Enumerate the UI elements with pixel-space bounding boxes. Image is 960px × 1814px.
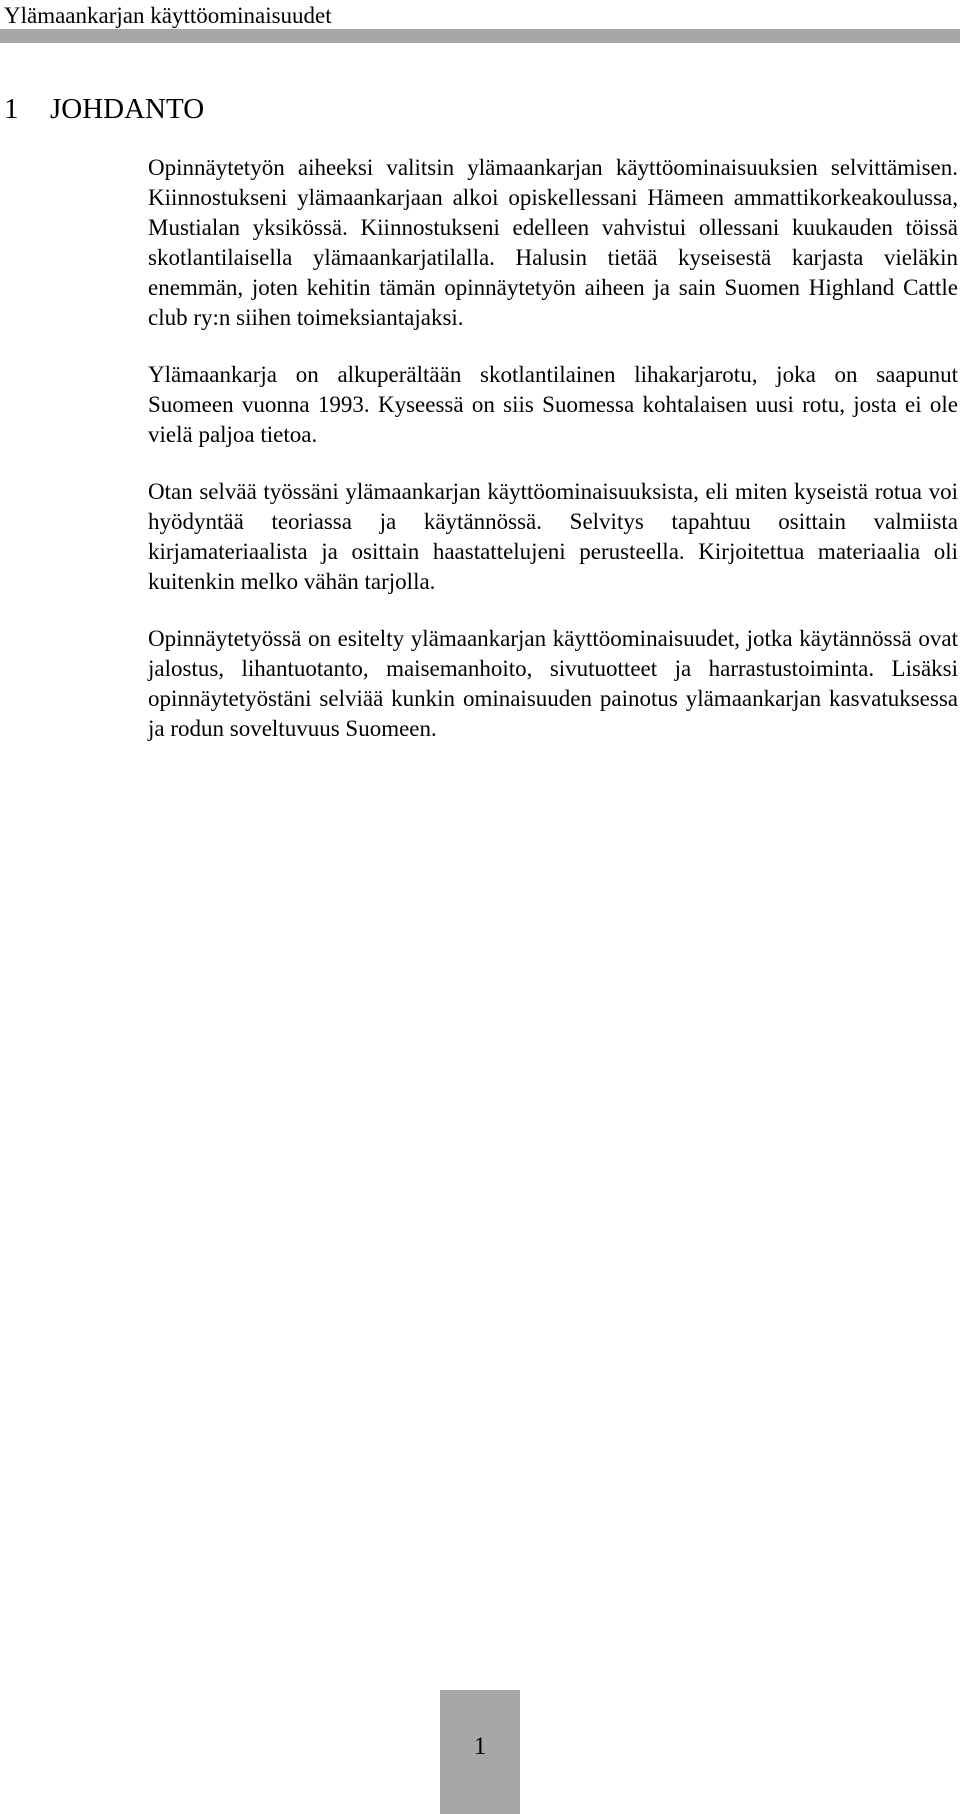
paragraph-3: Otan selvää työssäni ylämaankarjan käyttöominaisuuksista, eli miten kyseistä rotua voi hyödyntää teoriassa ja käytännössä. Selvitys tapahtuu osittain valmiista kirjamateriaalista ja osittain haastattelujeni perusteella. Kirjoitettua materiaalia oli kuitenkin melko vähän tarjolla. (148, 479, 958, 594)
chapter-title: JOHDANTO (50, 93, 205, 125)
body-text (148, 153, 958, 771)
page-number-box (440, 1690, 520, 1814)
running-header: Ylämaankarjan käyttöominaisuudet (4, 3, 332, 28)
paragraph-1: Opinnäytetyön aiheeksi valitsin ylämaankarjan käyttöominaisuuksien selvittämisen. Kiinnostukseni ylämaankarjaan alkoi opiskellessani Hämeen ammattikorkeakoulussa, Mustialan yksikössä. Kiinnostukseni edelleen vahvistui ollessani kuukauden töissä skotlantilaisella ylämaankarjatilalla. Halusin tietää kyseisestä karjasta vieläkin enemmän, joten kehitin tämän opinnäytetyön aiheen ja sain Suomen Highland Cattle club ry:n siihen toimeksiantajaksi. (148, 155, 958, 330)
header-rule (0, 29, 960, 43)
chapter-number: 1 (4, 93, 19, 125)
page-number: 1 (473, 1733, 487, 1760)
paragraph-2: Ylämaankarja on alkuperältään skotlantilainen lihakarjarotu, joka on saapunut Suomeen vuonna 1993. Kyseessä on siis Suomessa kohtalaisen uusi rotu, josta ei ole vielä paljoa tietoa. (148, 362, 958, 447)
chapter-heading (4, 91, 204, 127)
paragraph-4: Opinnäytetyössä on esitelty ylämaankarjan käyttöominaisuudet, jotka käytännössä ovat jalostus, lihantuotanto, maisemanhoito, sivutuotteet ja harrastustoiminta. Lisäksi opinnäytetyöstäni selviää kunkin ominaisuuden painotus ylämaankarjan kasvatuksessa ja rodun soveltuvuus Suomeen. (148, 626, 958, 741)
